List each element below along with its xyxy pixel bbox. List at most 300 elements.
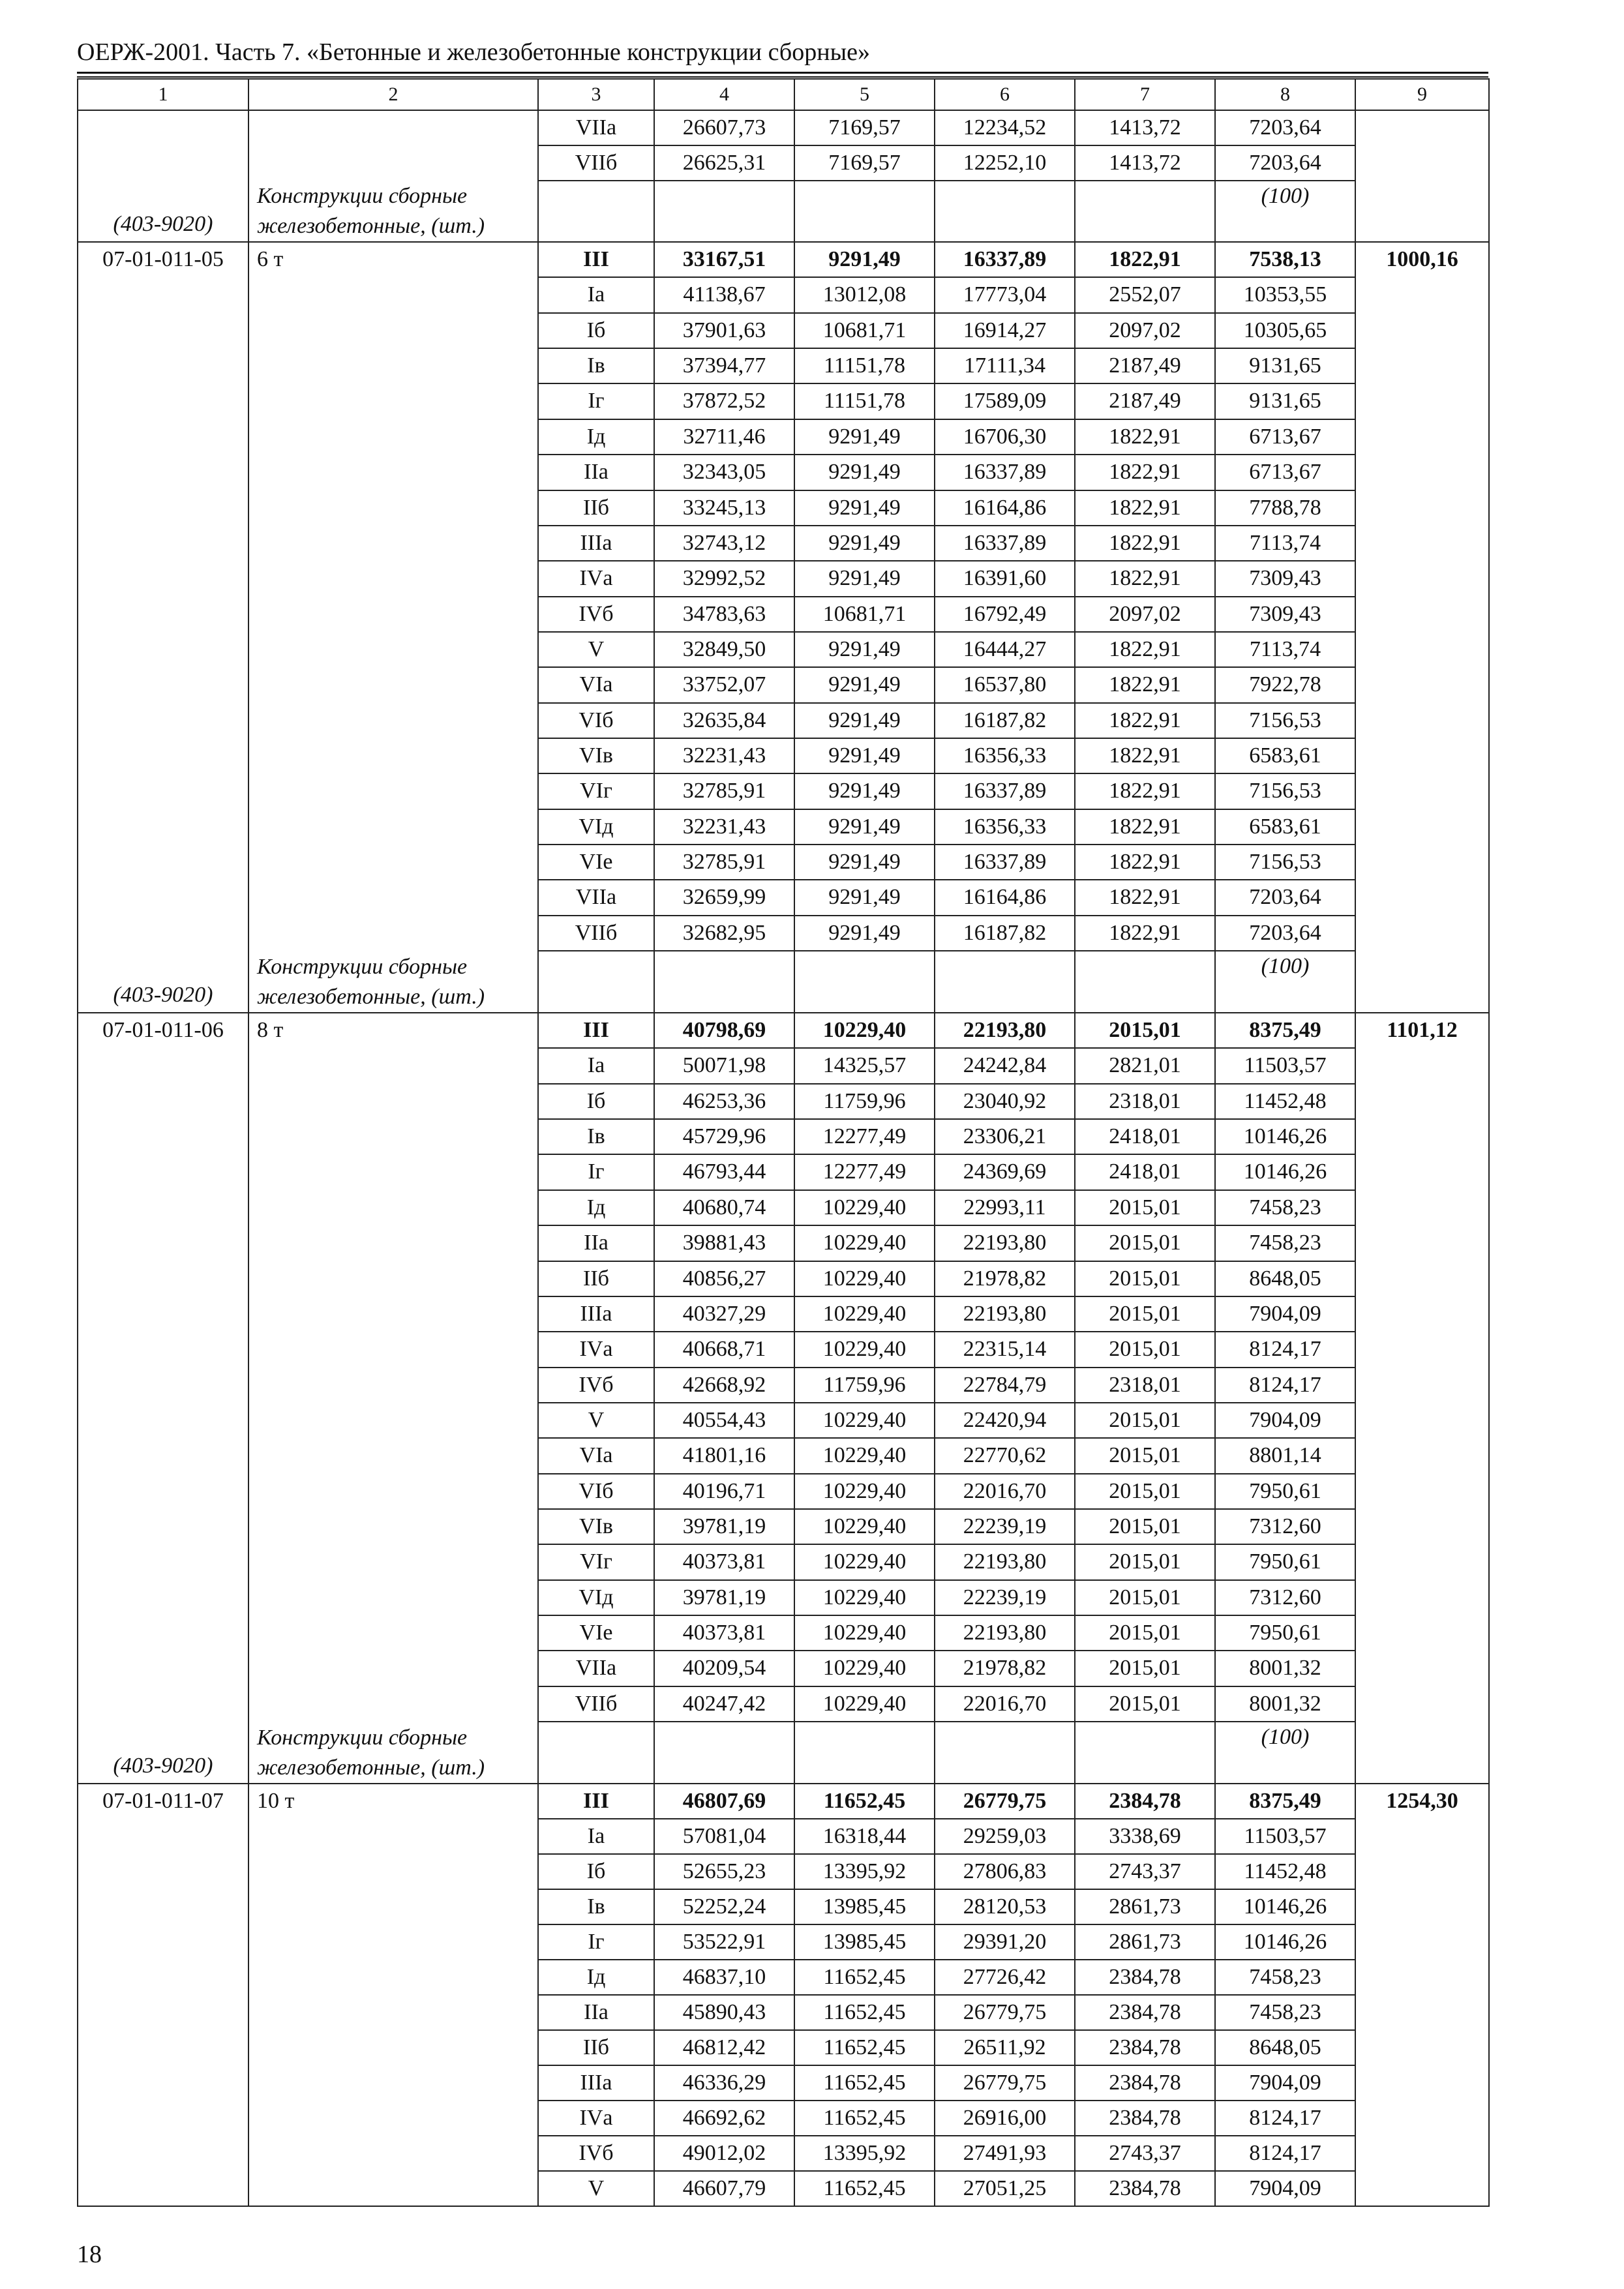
value-cell: 16318,44 xyxy=(794,1819,935,1854)
value-cell: 10229,40 xyxy=(794,1225,935,1261)
value-cell: 11652,45 xyxy=(794,2065,935,2101)
unit-note-cell: (100) xyxy=(1215,181,1355,242)
header-rule-inner xyxy=(77,76,1488,78)
value-cell: 16792,49 xyxy=(935,597,1075,632)
value-cell: 40373,81 xyxy=(654,1615,794,1651)
value-cell: 10146,26 xyxy=(1215,1924,1355,1960)
value-cell: Iг xyxy=(538,1924,654,1960)
value-cell: 10229,40 xyxy=(794,1686,935,1722)
value-cell: 7312,60 xyxy=(1215,1580,1355,1615)
value-cell: Iв xyxy=(538,1119,654,1154)
value-cell: 16164,86 xyxy=(935,880,1075,915)
value-cell: 10229,40 xyxy=(794,1296,935,1332)
value-cell: Iд xyxy=(538,1960,654,1995)
code-cell xyxy=(78,1784,248,2206)
value-cell: VIIб xyxy=(538,916,654,951)
empty-cell xyxy=(794,1722,935,1784)
value-cell: 10229,40 xyxy=(794,1580,935,1615)
rate-code: 07-01-011-06 xyxy=(102,1018,224,1042)
value-cell: 2821,01 xyxy=(1075,1048,1215,1083)
value-cell: 24369,69 xyxy=(935,1154,1075,1189)
value-cell: 7950,61 xyxy=(1215,1615,1355,1651)
value-cell: VIа xyxy=(538,1438,654,1473)
value-cell: 22784,79 xyxy=(935,1368,1075,1403)
empty-cell xyxy=(538,1722,654,1784)
value-cell: 1822,91 xyxy=(1075,526,1215,561)
value-cell: 11652,45 xyxy=(794,2171,935,2206)
value-cell: 2015,01 xyxy=(1075,1296,1215,1332)
value-cell: 33752,07 xyxy=(654,667,794,702)
value-cell: 1822,91 xyxy=(1075,632,1215,667)
value-cell: 2318,01 xyxy=(1075,1084,1215,1119)
value-cell: IIа xyxy=(538,1995,654,2030)
value-cell: VIIб xyxy=(538,1686,654,1722)
value-cell: 3338,69 xyxy=(1075,1819,1215,1854)
value-cell: 16537,80 xyxy=(935,667,1075,702)
value-cell: 11759,96 xyxy=(794,1368,935,1403)
value-cell: 10229,40 xyxy=(794,1544,935,1579)
value-cell: 7169,57 xyxy=(794,110,935,145)
value-cell: 12277,49 xyxy=(794,1119,935,1154)
value-cell: 8124,17 xyxy=(1215,2136,1355,2171)
table-row xyxy=(78,1784,1489,1819)
value-cell: Iв xyxy=(538,348,654,383)
value-cell: 10229,40 xyxy=(794,1190,935,1225)
value-cell: VIг xyxy=(538,773,654,809)
value-cell: 1822,91 xyxy=(1075,880,1215,915)
value-cell: 10229,40 xyxy=(794,1013,935,1048)
value-cell: VIв xyxy=(538,738,654,773)
value-cell: 9291,49 xyxy=(794,242,935,277)
value-cell: 22239,19 xyxy=(935,1509,1075,1544)
value-cell: 9291,49 xyxy=(794,526,935,561)
value-cell: 2015,01 xyxy=(1075,1544,1215,1579)
value-cell: 6713,67 xyxy=(1215,455,1355,490)
value-cell: 2015,01 xyxy=(1075,1474,1215,1509)
value-cell: 16337,89 xyxy=(935,845,1075,880)
name-wrap xyxy=(257,1013,530,1783)
value-cell: Iд xyxy=(538,419,654,455)
col9-cell xyxy=(1355,110,1489,242)
value-cell: 21978,82 xyxy=(935,1651,1075,1686)
value-cell: 16356,33 xyxy=(935,809,1075,845)
value-cell: 11652,45 xyxy=(794,2030,935,2065)
value-cell: Iг xyxy=(538,1154,654,1189)
value-cell: 7458,23 xyxy=(1215,1190,1355,1225)
empty-cell xyxy=(794,951,935,1013)
empty-cell xyxy=(1075,181,1215,242)
value-cell: IIа xyxy=(538,455,654,490)
value-cell: 46336,29 xyxy=(654,2065,794,2101)
value-cell: 13012,08 xyxy=(794,277,935,312)
value-cell: 45890,43 xyxy=(654,1995,794,2030)
value-cell: VIе xyxy=(538,1615,654,1651)
value-cell: 27491,93 xyxy=(935,2136,1075,2171)
value-cell: 11452,48 xyxy=(1215,1854,1355,1889)
value-cell: 2015,01 xyxy=(1075,1686,1215,1722)
value-cell: IIа xyxy=(538,1225,654,1261)
rate-code: 07-01-011-05 xyxy=(102,247,224,271)
empty-cell xyxy=(538,951,654,1013)
column-header-cell: 7 xyxy=(1075,79,1215,110)
header-rule xyxy=(77,72,1488,74)
value-cell: 12277,49 xyxy=(794,1154,935,1189)
value-cell: 2015,01 xyxy=(1075,1651,1215,1686)
value-cell: 8801,14 xyxy=(1215,1438,1355,1473)
value-cell: 32849,50 xyxy=(654,632,794,667)
value-cell: 1822,91 xyxy=(1075,773,1215,809)
value-cell: 46253,36 xyxy=(654,1084,794,1119)
value-cell: 8124,17 xyxy=(1215,1368,1355,1403)
value-cell: 2015,01 xyxy=(1075,1403,1215,1438)
value-cell: 7904,09 xyxy=(1215,2065,1355,2101)
value-cell: 11652,45 xyxy=(794,1995,935,2030)
value-cell: 2015,01 xyxy=(1075,1225,1215,1261)
value-cell: 7458,23 xyxy=(1215,1960,1355,1995)
value-cell: 7156,53 xyxy=(1215,773,1355,809)
value-cell: IIб xyxy=(538,1261,654,1296)
value-cell: 7312,60 xyxy=(1215,1509,1355,1544)
value-cell: VIIб xyxy=(538,145,654,181)
value-cell: 9291,49 xyxy=(794,703,935,738)
value-cell: 11151,78 xyxy=(794,383,935,419)
value-cell: 17773,04 xyxy=(935,277,1075,312)
value-cell: 13985,45 xyxy=(794,1889,935,1924)
col9-cell: 1101,12 xyxy=(1355,1013,1489,1784)
value-cell: 22315,14 xyxy=(935,1332,1075,1367)
value-cell: 22193,80 xyxy=(935,1615,1075,1651)
code-cell xyxy=(78,242,248,1013)
name-note: Конструкции сборные железобетонные, (шт.) xyxy=(257,1726,485,1780)
value-cell: 7950,61 xyxy=(1215,1474,1355,1509)
value-cell: VIв xyxy=(538,1509,654,1544)
empty-cell xyxy=(935,951,1075,1013)
value-cell: 10229,40 xyxy=(794,1403,935,1438)
table-row xyxy=(78,1013,1489,1048)
rates-table xyxy=(77,78,1490,2207)
value-cell: 8648,05 xyxy=(1215,1261,1355,1296)
value-cell: 2015,01 xyxy=(1075,1013,1215,1048)
empty-cell xyxy=(654,951,794,1013)
value-cell: 8001,32 xyxy=(1215,1651,1355,1686)
empty-cell xyxy=(935,181,1075,242)
value-cell: 6583,61 xyxy=(1215,809,1355,845)
empty-cell xyxy=(654,181,794,242)
value-cell: 17589,09 xyxy=(935,383,1075,419)
value-cell: 2552,07 xyxy=(1075,277,1215,312)
unit-note-cell: (100) xyxy=(1215,951,1355,1013)
value-cell: 7950,61 xyxy=(1215,1544,1355,1579)
value-cell: 2015,01 xyxy=(1075,1332,1215,1367)
value-cell: 40856,27 xyxy=(654,1261,794,1296)
value-cell: 32743,12 xyxy=(654,526,794,561)
value-cell: 41138,67 xyxy=(654,277,794,312)
value-cell: 22993,11 xyxy=(935,1190,1075,1225)
value-cell: 2384,78 xyxy=(1075,2065,1215,2101)
value-cell: 9291,49 xyxy=(794,455,935,490)
value-cell: 1413,72 xyxy=(1075,145,1215,181)
value-cell: 2015,01 xyxy=(1075,1615,1215,1651)
value-cell: 10229,40 xyxy=(794,1438,935,1473)
value-cell: 34783,63 xyxy=(654,597,794,632)
value-cell: Iа xyxy=(538,1048,654,1083)
value-cell: 12252,10 xyxy=(935,145,1075,181)
value-cell: 40798,69 xyxy=(654,1013,794,1048)
value-cell: 10146,26 xyxy=(1215,1889,1355,1924)
value-cell: 7458,23 xyxy=(1215,1225,1355,1261)
empty-cell xyxy=(654,1722,794,1784)
value-cell: 10305,65 xyxy=(1215,313,1355,348)
value-cell: 16914,27 xyxy=(935,313,1075,348)
value-cell: 24242,84 xyxy=(935,1048,1075,1083)
value-cell: 28120,53 xyxy=(935,1889,1075,1924)
value-cell: 40327,29 xyxy=(654,1296,794,1332)
value-cell: 10229,40 xyxy=(794,1615,935,1651)
value-cell: 10146,26 xyxy=(1215,1119,1355,1154)
value-cell: 46607,79 xyxy=(654,2171,794,2206)
value-cell: 1413,72 xyxy=(1075,110,1215,145)
value-cell: 33167,51 xyxy=(654,242,794,277)
code-cell xyxy=(78,110,248,242)
value-cell: 39781,19 xyxy=(654,1509,794,1544)
value-cell: 9291,49 xyxy=(794,667,935,702)
value-cell: 40680,74 xyxy=(654,1190,794,1225)
name-note: Конструкции сборные железобетонные, (шт.) xyxy=(257,184,485,238)
value-cell: 2743,37 xyxy=(1075,2136,1215,2171)
value-cell: 9291,49 xyxy=(794,419,935,455)
value-cell: 22193,80 xyxy=(935,1225,1075,1261)
value-cell: 12234,52 xyxy=(935,110,1075,145)
value-cell: 40209,54 xyxy=(654,1651,794,1686)
value-cell: 16356,33 xyxy=(935,738,1075,773)
value-cell: V xyxy=(538,632,654,667)
value-cell: 9291,49 xyxy=(794,880,935,915)
value-cell: 46812,42 xyxy=(654,2030,794,2065)
rate-name: 6 т xyxy=(257,247,284,271)
value-cell: IVа xyxy=(538,2101,654,2136)
code-wrap xyxy=(86,243,240,1012)
value-cell: 22193,80 xyxy=(935,1013,1075,1048)
value-cell: 1822,91 xyxy=(1075,561,1215,596)
column-header-row xyxy=(78,79,1489,110)
value-cell: 10681,71 xyxy=(794,313,935,348)
value-cell: 2097,02 xyxy=(1075,597,1215,632)
value-cell: 2187,49 xyxy=(1075,348,1215,383)
value-cell: 46793,44 xyxy=(654,1154,794,1189)
value-cell: 29259,03 xyxy=(935,1819,1075,1854)
empty-cell xyxy=(1075,1722,1215,1784)
value-cell: IIб xyxy=(538,490,654,526)
value-cell: 57081,04 xyxy=(654,1819,794,1854)
value-cell: 16337,89 xyxy=(935,773,1075,809)
value-cell: Iб xyxy=(538,313,654,348)
column-header-cell: 2 xyxy=(248,79,538,110)
value-cell: 9291,49 xyxy=(794,916,935,951)
value-cell: IIб xyxy=(538,2030,654,2065)
name-cell xyxy=(248,1784,538,2206)
page-number: 18 xyxy=(77,2241,102,2268)
value-cell: 40668,71 xyxy=(654,1332,794,1367)
value-cell: 46692,62 xyxy=(654,2101,794,2136)
value-cell: 16391,60 xyxy=(935,561,1075,596)
value-cell: 11151,78 xyxy=(794,348,935,383)
code-cell xyxy=(78,1013,248,1784)
value-cell: 10229,40 xyxy=(794,1509,935,1544)
value-cell: 7169,57 xyxy=(794,145,935,181)
rate-name: 10 т xyxy=(257,1789,295,1813)
empty-cell xyxy=(1075,951,1215,1013)
col9-cell: 1254,30 xyxy=(1355,1784,1489,2206)
value-cell: 2384,78 xyxy=(1075,1995,1215,2030)
value-cell: 11503,57 xyxy=(1215,1819,1355,1854)
value-cell: 1822,91 xyxy=(1075,419,1215,455)
code-note: (403-9020) xyxy=(113,1754,213,1778)
value-cell: 39881,43 xyxy=(654,1225,794,1261)
value-cell: IVб xyxy=(538,1368,654,1403)
value-cell: 9291,49 xyxy=(794,809,935,845)
value-cell: 1822,91 xyxy=(1075,242,1215,277)
value-cell: 8648,05 xyxy=(1215,2030,1355,2065)
value-cell: 8375,49 xyxy=(1215,1784,1355,1819)
value-cell: 7904,09 xyxy=(1215,2171,1355,2206)
value-cell: 16337,89 xyxy=(935,526,1075,561)
value-cell: 11652,45 xyxy=(794,1784,935,1819)
value-cell: 46837,10 xyxy=(654,1960,794,1995)
value-cell: 11652,45 xyxy=(794,1960,935,1995)
value-cell: 2418,01 xyxy=(1075,1119,1215,1154)
value-cell: 27051,25 xyxy=(935,2171,1075,2206)
value-cell: Iб xyxy=(538,1084,654,1119)
value-cell: 6713,67 xyxy=(1215,419,1355,455)
value-cell: VIг xyxy=(538,1544,654,1579)
value-cell: VIIа xyxy=(538,880,654,915)
value-cell: 11759,96 xyxy=(794,1084,935,1119)
value-cell: 32785,91 xyxy=(654,773,794,809)
value-cell: 11652,45 xyxy=(794,2101,935,2136)
value-cell: 22016,70 xyxy=(935,1474,1075,1509)
value-cell: 41801,16 xyxy=(654,1438,794,1473)
name-note: Конструкции сборные железобетонные, (шт.) xyxy=(257,955,485,1009)
code-wrap xyxy=(86,1013,240,1783)
rate-name: 8 т xyxy=(257,1018,284,1042)
value-cell: 13395,92 xyxy=(794,1854,935,1889)
value-cell: 2384,78 xyxy=(1075,2171,1215,2206)
value-cell: 10229,40 xyxy=(794,1474,935,1509)
value-cell: 2187,49 xyxy=(1075,383,1215,419)
value-cell: 1822,91 xyxy=(1075,916,1215,951)
value-cell: 32659,99 xyxy=(654,880,794,915)
value-cell: 7309,43 xyxy=(1215,597,1355,632)
value-cell: 14325,57 xyxy=(794,1048,935,1083)
value-cell: 7203,64 xyxy=(1215,110,1355,145)
value-cell: IVб xyxy=(538,2136,654,2171)
code-note: (403-9020) xyxy=(113,212,213,236)
value-cell: 2015,01 xyxy=(1075,1438,1215,1473)
value-cell: 8124,17 xyxy=(1215,2101,1355,2136)
value-cell: 1822,91 xyxy=(1075,455,1215,490)
value-cell: 10229,40 xyxy=(794,1261,935,1296)
value-cell: 8001,32 xyxy=(1215,1686,1355,1722)
code-note: (403-9020) xyxy=(113,983,213,1007)
value-cell: Iа xyxy=(538,277,654,312)
value-cell: 33245,13 xyxy=(654,490,794,526)
value-cell: VIб xyxy=(538,703,654,738)
value-cell: 23040,92 xyxy=(935,1084,1075,1119)
value-cell: 2861,73 xyxy=(1075,1889,1215,1924)
value-cell: 32231,43 xyxy=(654,809,794,845)
value-cell: 7113,74 xyxy=(1215,632,1355,667)
value-cell: 52655,23 xyxy=(654,1854,794,1889)
value-cell: 8124,17 xyxy=(1215,1332,1355,1367)
value-cell: 40373,81 xyxy=(654,1544,794,1579)
value-cell: IVа xyxy=(538,1332,654,1367)
value-cell: 7113,74 xyxy=(1215,526,1355,561)
name-cell xyxy=(248,242,538,1013)
column-header-cell: 6 xyxy=(935,79,1075,110)
value-cell: 2384,78 xyxy=(1075,2030,1215,2065)
value-cell: 1822,91 xyxy=(1075,667,1215,702)
value-cell: 29391,20 xyxy=(935,1924,1075,1960)
value-cell: 9131,65 xyxy=(1215,348,1355,383)
value-cell: VIIа xyxy=(538,1651,654,1686)
value-cell: 22193,80 xyxy=(935,1296,1075,1332)
value-cell: 13985,45 xyxy=(794,1924,935,1960)
value-cell: 17111,34 xyxy=(935,348,1075,383)
value-cell: 40196,71 xyxy=(654,1474,794,1509)
value-cell: 37872,52 xyxy=(654,383,794,419)
value-cell: 10229,40 xyxy=(794,1651,935,1686)
value-cell: 2743,37 xyxy=(1075,1854,1215,1889)
value-cell: 7538,13 xyxy=(1215,242,1355,277)
value-cell: 42668,92 xyxy=(654,1368,794,1403)
value-cell: 13395,92 xyxy=(794,2136,935,2171)
value-cell: 2384,78 xyxy=(1075,2101,1215,2136)
value-cell: 16187,82 xyxy=(935,916,1075,951)
value-cell: 9291,49 xyxy=(794,738,935,773)
value-cell: 32343,05 xyxy=(654,455,794,490)
value-cell: 7203,64 xyxy=(1215,916,1355,951)
value-cell: 7922,78 xyxy=(1215,667,1355,702)
value-cell: 22193,80 xyxy=(935,1544,1075,1579)
value-cell: VIе xyxy=(538,845,654,880)
value-cell: 7788,78 xyxy=(1215,490,1355,526)
value-cell: 32992,52 xyxy=(654,561,794,596)
value-cell: 22016,70 xyxy=(935,1686,1075,1722)
value-cell: VIд xyxy=(538,1580,654,1615)
value-cell: 9291,49 xyxy=(794,490,935,526)
column-header-cell: 4 xyxy=(654,79,794,110)
value-cell: 1822,91 xyxy=(1075,738,1215,773)
table-row xyxy=(78,242,1489,277)
value-cell: 16164,86 xyxy=(935,490,1075,526)
value-cell: 52252,24 xyxy=(654,1889,794,1924)
value-cell: 37394,77 xyxy=(654,348,794,383)
value-cell: 9291,49 xyxy=(794,632,935,667)
value-cell: 1822,91 xyxy=(1075,845,1215,880)
value-cell: 45729,96 xyxy=(654,1119,794,1154)
value-cell: 8375,49 xyxy=(1215,1013,1355,1048)
value-cell: 26607,73 xyxy=(654,110,794,145)
value-cell: Iг xyxy=(538,383,654,419)
value-cell: 16444,27 xyxy=(935,632,1075,667)
column-header-cell: 9 xyxy=(1355,79,1489,110)
value-cell: Iд xyxy=(538,1190,654,1225)
column-header-cell: 8 xyxy=(1215,79,1355,110)
empty-cell xyxy=(794,181,935,242)
value-cell: 21978,82 xyxy=(935,1261,1075,1296)
name-cell xyxy=(248,110,538,242)
value-cell: 22770,62 xyxy=(935,1438,1075,1473)
